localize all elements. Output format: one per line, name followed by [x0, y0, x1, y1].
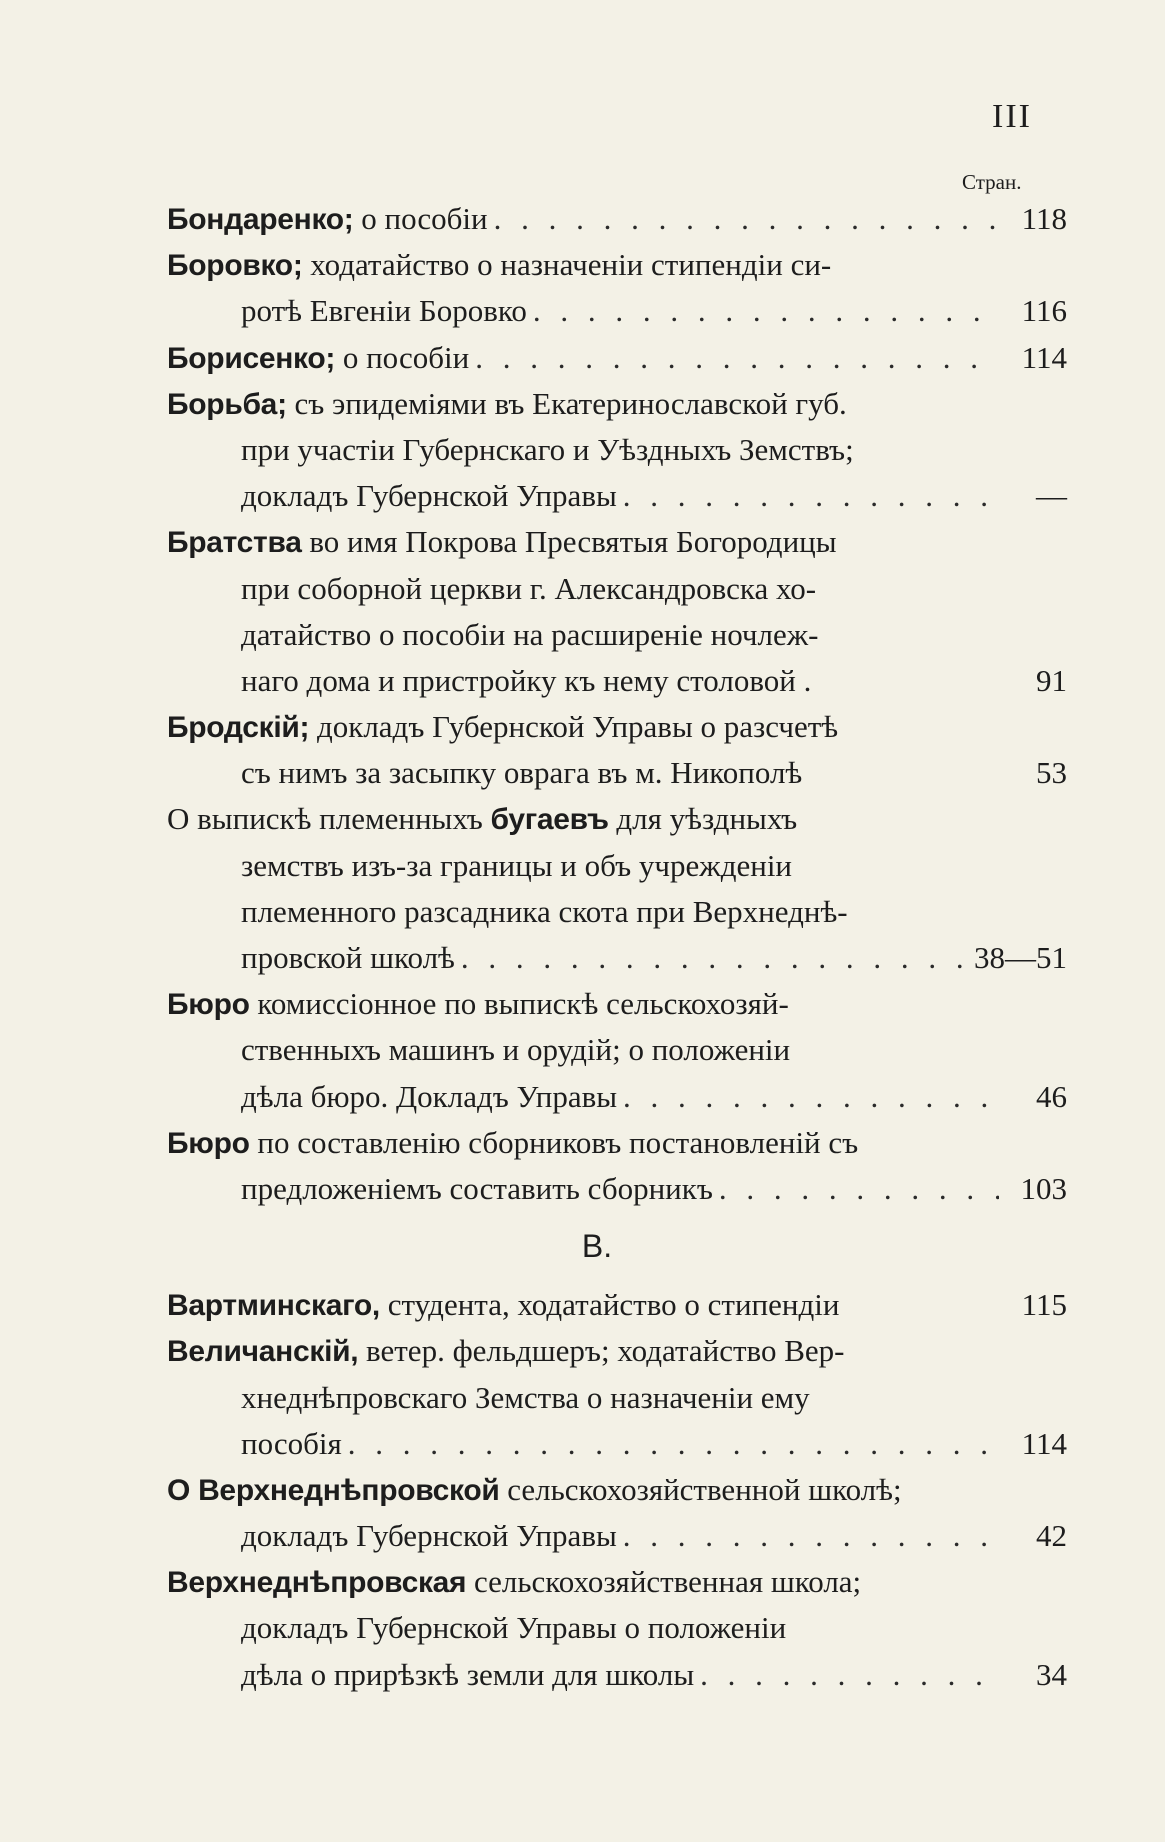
- dot-leader: [527, 288, 999, 334]
- entry-description: ветер. фельдшеръ; ходатайство Вер-: [358, 1333, 845, 1369]
- entry-headword: О Верхнеднѣпровской: [167, 1473, 500, 1507]
- entry-text: [167, 1467, 902, 1514]
- entry-text: [167, 796, 797, 843]
- index-section-v: [167, 1282, 1067, 1698]
- dot-leader: [617, 1513, 999, 1559]
- entry-line: [167, 750, 1067, 796]
- entry-text: [241, 473, 617, 519]
- index-entry: [167, 1328, 1067, 1467]
- entry-text: [167, 1559, 861, 1606]
- index-entry: [167, 196, 1067, 242]
- index-entry: [167, 1559, 1067, 1698]
- entry-text: [167, 335, 469, 382]
- entry-line: [167, 1467, 1067, 1513]
- entry-description: наго дома и пристройку къ нему столовой .: [241, 662, 812, 698]
- entry-text: [167, 381, 847, 428]
- entry-line: [167, 242, 1067, 288]
- entry-description: докладъ Губернской Управы о разсчетѣ: [309, 709, 839, 745]
- entry-text: [241, 1074, 617, 1120]
- entry-line: [167, 1120, 1067, 1166]
- entry-line: [167, 1328, 1067, 1374]
- entry-line: [167, 196, 1067, 242]
- entry-line: [167, 427, 1067, 473]
- entry-line: [167, 1375, 1067, 1421]
- entry-headword: Боровко;: [167, 249, 303, 283]
- entry-line: [167, 1652, 1067, 1698]
- entry-text: [241, 750, 802, 796]
- index-entry: [167, 1282, 1067, 1328]
- page-ref: 115: [1021, 1287, 1067, 1323]
- entry-description: пособія: [241, 1425, 342, 1461]
- entry-text: [167, 981, 789, 1028]
- index-entry: [167, 1120, 1067, 1212]
- entry-line: [167, 796, 1067, 842]
- entry-description: предложеніемъ составить сборникъ: [241, 1170, 713, 1206]
- entry-description: комиссіонное по выпискѣ сельскохозяй-: [249, 986, 789, 1022]
- entry-description: провской школѣ: [241, 940, 455, 975]
- entry-description: съ эпидеміями въ Екатеринославской губ.: [286, 385, 847, 421]
- page-ref: 38—51: [974, 940, 1067, 975]
- page-ref: 91: [1036, 662, 1067, 698]
- entry-description: хнеднѣпровскаго Земства о назначеніи ему: [241, 1379, 810, 1415]
- entry-headword: Бродскій;: [167, 711, 310, 745]
- index-entry: [167, 242, 1067, 334]
- entry-headword: Бюро: [167, 988, 250, 1022]
- column-header: Стран.: [962, 170, 1022, 194]
- entry-description: ротѣ Евгеніи Боровко: [241, 293, 527, 329]
- index-entry: [167, 519, 1067, 704]
- page-ref: 103: [1020, 1170, 1067, 1206]
- entry-text: [241, 1027, 790, 1073]
- entry-text: [241, 288, 527, 334]
- entry-line: [167, 1513, 1067, 1559]
- page-ref: 42: [1036, 1518, 1067, 1554]
- entry-line: [167, 566, 1067, 612]
- entry-text: [167, 196, 488, 243]
- entry-line: [167, 889, 1067, 935]
- dot-leader: [617, 1074, 999, 1120]
- entry-text: [167, 704, 838, 751]
- entry-headword: Вартминскаго,: [167, 1289, 380, 1323]
- entry-line: [167, 335, 1067, 381]
- entry-description: дѣла о прирѣзкѣ земли для школы: [241, 1656, 695, 1692]
- entry-text: [167, 1328, 845, 1375]
- index-entry: [167, 381, 1067, 520]
- entry-prefix: О выпискѣ племенныхъ: [167, 801, 491, 837]
- entry-line: [167, 1421, 1067, 1467]
- entry-text: [241, 1375, 810, 1421]
- entry-description: земствъ изъ-за границы и объ учрежденіи: [241, 847, 793, 883]
- entry-line: [167, 288, 1067, 334]
- entry-line: [167, 1282, 1067, 1328]
- entry-line: [167, 1559, 1067, 1605]
- index-entry: [167, 796, 1067, 981]
- entry-description: ходатайство о назначеніи стипендіи си-: [302, 247, 832, 283]
- entry-text: [241, 427, 854, 473]
- entry-text: [241, 566, 816, 612]
- page-ref: 34: [1036, 1656, 1067, 1692]
- entry-text: [241, 935, 455, 981]
- entry-text: [241, 889, 848, 935]
- entry-description: сельскохозяйственной школѣ;: [499, 1471, 902, 1507]
- entry-text: [241, 1605, 786, 1651]
- entry-description: племенного разсадника скота при Верхнеднѣ-: [241, 893, 848, 929]
- dot-leader: [694, 1652, 999, 1698]
- entry-line: [167, 1605, 1067, 1651]
- entry-headword: Бюро: [167, 1126, 250, 1160]
- page-ref: 53: [1036, 755, 1067, 791]
- entry-line: [167, 658, 1067, 704]
- entry-headword: бугаевъ: [490, 803, 609, 837]
- entry-text: [241, 658, 811, 704]
- entry-text: [167, 519, 837, 566]
- entry-description: докладъ Губернской Управы: [241, 478, 617, 514]
- entry-line: [167, 381, 1067, 427]
- entry-description: дѣла бюро. Докладъ Управы: [241, 1078, 618, 1114]
- dot-leader: [342, 1421, 999, 1467]
- entry-headword: Борисенко;: [167, 341, 336, 375]
- dot-leader: [455, 935, 966, 981]
- entry-description: докладъ Губернской Управы о положеніи: [241, 1610, 787, 1646]
- entry-line: [167, 1074, 1067, 1120]
- entry-description: во имя Покрова Пресвятыя Богородицы: [301, 524, 837, 560]
- index-entry: [167, 335, 1067, 381]
- index-entry: [167, 704, 1067, 796]
- entry-text: [241, 843, 792, 889]
- page-ref: 114: [1021, 339, 1067, 375]
- entry-description: сельскохозяйственная школа;: [466, 1564, 862, 1600]
- entry-headword: Бондаренко;: [167, 203, 354, 236]
- index-entry: [167, 1467, 1067, 1559]
- index-entries: [167, 196, 1067, 1698]
- page-ref: 46: [1036, 1078, 1067, 1114]
- page-ref: 114: [1021, 1425, 1067, 1461]
- entry-description: о пособіи: [353, 201, 488, 236]
- entry-line: [167, 843, 1067, 889]
- entry-description: при соборной церкви г. Александровска хо-: [241, 570, 817, 606]
- index-entry: [167, 981, 1067, 1120]
- entry-line: [167, 473, 1067, 519]
- entry-description: докладъ Губернской Управы: [241, 1518, 617, 1554]
- dot-leader: [713, 1166, 999, 1212]
- entry-text: [241, 1652, 694, 1698]
- entry-description: по составленію сборниковъ постановленій съ: [249, 1124, 859, 1160]
- entry-text: [167, 242, 831, 289]
- entry-text: [167, 1282, 839, 1329]
- entry-headword: Борьба;: [167, 387, 287, 421]
- entry-description: датайство о пособіи на расширеніе ночлеж-: [241, 616, 819, 652]
- entry-line: [167, 981, 1067, 1027]
- entry-line: [167, 704, 1067, 750]
- section-letter: В.: [581, 1228, 613, 1265]
- entry-headword: Братства: [167, 526, 302, 560]
- entry-description: студента, ходатайство о стипендіи: [379, 1287, 840, 1323]
- page-ref: —: [1036, 478, 1067, 514]
- page-number: III: [992, 98, 1032, 135]
- entry-description: для уѣздныхъ: [608, 801, 798, 837]
- entry-text: [241, 612, 818, 658]
- entry-description: ственныхъ машинъ и орудій; о положеніи: [241, 1032, 791, 1068]
- dot-leader: [488, 196, 999, 242]
- entry-text: [241, 1166, 713, 1212]
- index-section-b: [167, 196, 1067, 1212]
- entry-line: [167, 1027, 1067, 1073]
- entry-line: [167, 935, 1067, 981]
- page-ref: 118: [1021, 201, 1067, 236]
- entry-text: [167, 1120, 858, 1167]
- entry-line: [167, 1166, 1067, 1212]
- entry-description: при участіи Губернскаго и Уѣздныхъ Земствъ;: [241, 431, 854, 467]
- entry-text: [241, 1513, 617, 1559]
- entry-headword: Верхнеднѣпровская: [167, 1566, 467, 1600]
- entry-text: [241, 1421, 342, 1467]
- dot-leader: [469, 335, 999, 381]
- entry-headword: Величанскій,: [167, 1335, 359, 1369]
- page-ref: 116: [1021, 293, 1067, 329]
- entry-line: [167, 519, 1067, 565]
- entry-description: о пособіи: [335, 339, 470, 375]
- entry-description: съ нимъ за засыпку оврага въ м. Никополѣ: [241, 755, 803, 791]
- dot-leader: [617, 473, 999, 519]
- entry-line: [167, 612, 1067, 658]
